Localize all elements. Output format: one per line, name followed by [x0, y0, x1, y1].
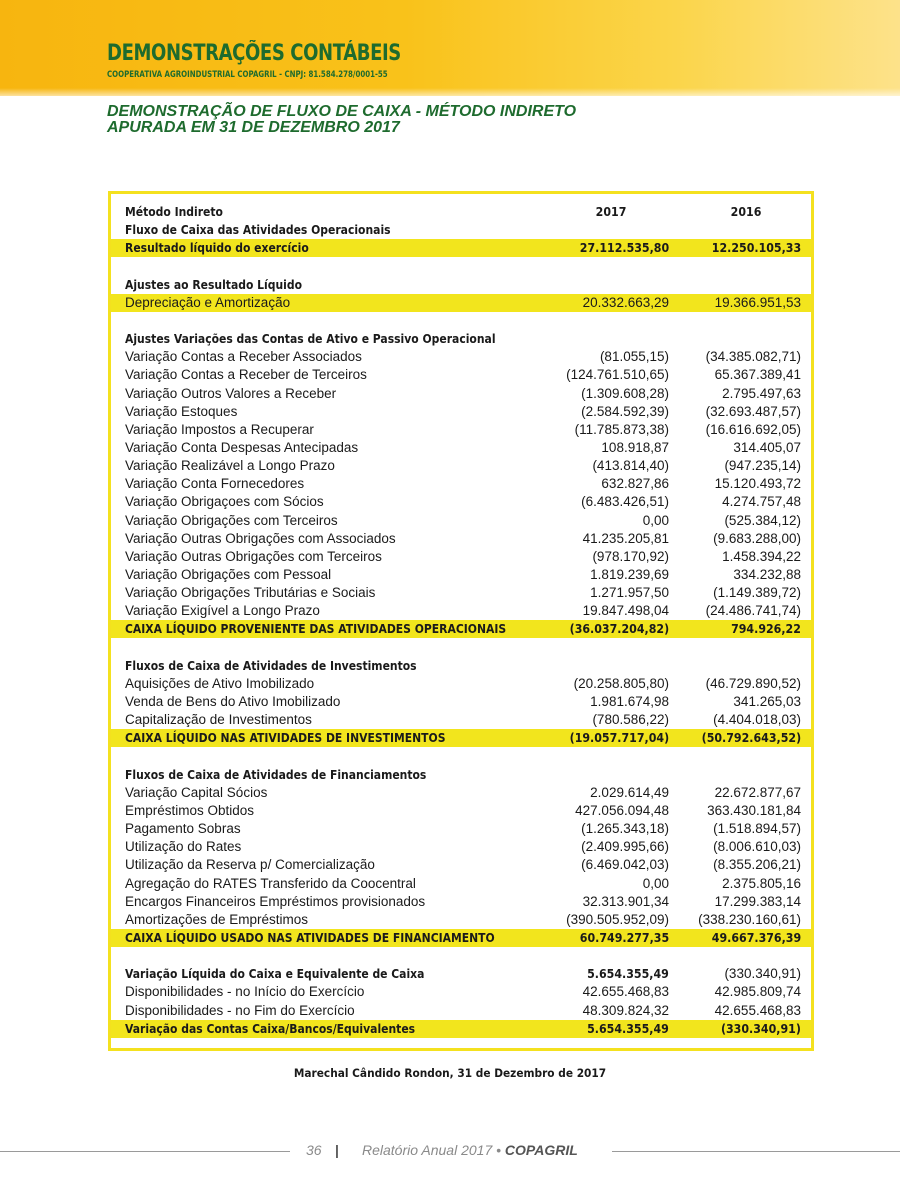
document-title-line1: DEMONSTRAÇÃO DE FLUXO DE CAIXA - MÉTODO INDIRETO [107, 103, 577, 120]
table-row [111, 711, 811, 729]
value-2016: 334.232,88 [733, 567, 801, 582]
row-label: Variação Contas a Receber de Terceiros [125, 367, 367, 383]
row-label: CAIXA LÍQUIDO PROVENIENTE DAS ATIVIDADES OPERACIONAIS [125, 622, 507, 637]
row-label: Variação Realizável a Longo Prazo [125, 458, 335, 474]
table-row [111, 366, 811, 384]
table-row [111, 1002, 811, 1020]
value-2016: (1.149.389,72) [713, 585, 801, 601]
value-2016: (8.006.610,03) [713, 839, 801, 855]
value-2017: 632.827,86 [601, 476, 669, 492]
row-label: Capitalização de Investimentos [125, 712, 312, 728]
footer-rule-left [0, 1151, 290, 1152]
table-row [111, 493, 811, 511]
value-2017: (1.309.608,28) [581, 385, 669, 401]
row-label: Variação Contas a Receber Associados [125, 349, 362, 365]
value-2016: (338.230.160,61) [698, 911, 801, 927]
table-row [111, 693, 811, 711]
value-2016: (24.486.741,74) [705, 603, 801, 619]
value-2017: (81.055,15) [599, 349, 669, 365]
row-label: Agregação do RATES Transferido da Coocentral [125, 875, 416, 891]
row-label: Variação Conta Fornecedores [125, 476, 305, 492]
row-label: Venda de Bens do Ativo Imobilizado [125, 694, 341, 710]
value-2016: (947.235,14) [724, 458, 801, 474]
value-2017: 27.112.535,80 [579, 241, 669, 256]
footer-brand: COPAGRIL [504, 1142, 578, 1158]
row-label: Variação Obrigaçoes com Sócios [125, 494, 324, 510]
value-2017: 0,00 [642, 875, 669, 891]
value-2017: 5.654.355,49 [587, 1021, 669, 1036]
table-row [111, 385, 811, 403]
table-row [111, 203, 811, 221]
value-2017: (6.469.042,03) [581, 857, 669, 873]
value-2016: (16.616.692,05) [705, 421, 801, 437]
document-title-line2: APURADA EM 31 DE DEZEMBRO 2017 [107, 119, 400, 136]
value-2017: (2.409.995,66) [581, 839, 669, 855]
value-2017: 60.749.277,35 [579, 931, 669, 945]
value-2016: 17.299.383,14 [714, 893, 801, 909]
row-label: Utilização da Reserva p/ Comercialização [125, 857, 375, 873]
value-2016: 19.366.951,53 [714, 294, 801, 310]
table-row [111, 929, 811, 947]
table-row [111, 276, 811, 294]
value-2016: 2016 [730, 205, 761, 219]
row-label: CAIXA LÍQUIDO NAS ATIVIDADES DE INVESTIMENTOS [125, 731, 446, 746]
table-row [111, 893, 811, 911]
table-row [111, 421, 811, 439]
value-2016: (330.340,91) [724, 966, 801, 982]
table-row [111, 239, 811, 257]
table-row [111, 512, 811, 530]
value-2017: (1.265.343,18) [581, 821, 669, 837]
value-2017: 32.313.901,34 [582, 893, 669, 909]
row-label: Variação Conta Despesas Antecipadas [125, 439, 359, 455]
value-2017: 1.981.674,98 [590, 694, 669, 710]
row-label: Variação Líquida do Caixa e Equivalente de Caixa [125, 967, 425, 982]
value-2016: (1.518.894,57) [713, 821, 801, 837]
value-2017: 42.655.468,83 [582, 984, 669, 1000]
row-label: Fluxo de Caixa das Atividades Operacionais [125, 223, 391, 238]
table-row [111, 439, 811, 457]
value-2016: 2.375.805,16 [722, 875, 801, 891]
value-2016: (525.384,12) [724, 512, 801, 528]
section-title: DEMONSTRAÇÕES CONTÁBEIS [107, 41, 401, 66]
table-row [111, 820, 811, 838]
value-2017: 2017 [595, 205, 626, 219]
page-number: 36 [306, 1142, 322, 1158]
row-label: Variação Obrigações com Pessoal [125, 567, 332, 582]
table-row [111, 475, 811, 493]
value-2017: 427.056.094,48 [575, 802, 669, 818]
value-2017: 0,00 [642, 512, 669, 528]
row-label: Fluxos de Caixa de Atividades de Investimentos [125, 658, 417, 673]
table-row [111, 802, 811, 820]
row-label: Variação Impostos a Recuperar [125, 421, 314, 437]
value-2016: 42.655.468,83 [714, 1002, 801, 1018]
row-label: Aquisições de Ativo Imobilizado [125, 675, 315, 691]
value-2016: 12.250.105,33 [711, 241, 801, 256]
table-spacer-row [111, 947, 811, 965]
value-2017: (390.505.952,09) [566, 911, 669, 927]
table-row [111, 675, 811, 693]
row-label: Fluxos de Caixa de Atividades de Financiamentos [125, 767, 427, 782]
footer-separator: | [335, 1142, 339, 1158]
row-label: Variação Obrigações com Terceiros [125, 512, 338, 528]
value-2017: (6.483.426,51) [581, 494, 669, 510]
row-label: Ajustes ao Resultado Líquido [125, 277, 303, 292]
row-label: Depreciação e Amortização [125, 294, 291, 310]
row-label: Disponibilidades - no Início do Exercício [125, 984, 365, 1000]
table-row [111, 457, 811, 475]
row-label: Variação Estoques [125, 403, 238, 419]
value-2017: (780.586,22) [592, 712, 669, 728]
cash-flow-table [108, 191, 814, 1051]
row-label: Variação Outros Valores a Receber [125, 385, 337, 401]
table-row [111, 530, 811, 548]
row-label: Variação Outras Obrigações com Terceiros [125, 548, 382, 564]
table-row [111, 566, 811, 584]
row-label: Método Indireto [125, 205, 223, 219]
table-row [111, 330, 811, 348]
value-2017: (124.761.510,65) [566, 367, 669, 383]
value-2017: 20.332.663,29 [582, 294, 669, 310]
table-row [111, 294, 811, 312]
row-label: Disponibilidades - no Fim do Exercício [125, 1002, 355, 1018]
table-row [111, 875, 811, 893]
page-footer [0, 1142, 900, 1162]
value-2017: 108.918,87 [601, 439, 669, 455]
row-label: Amortizações de Empréstimos [125, 911, 309, 927]
table-spacer-row [111, 312, 811, 330]
value-2016: 2.795.497,63 [722, 385, 801, 401]
value-2016: 22.672.877,67 [714, 784, 801, 800]
value-2017: (19.057.717,04) [569, 731, 669, 746]
value-2017: 48.309.824,32 [582, 1002, 669, 1018]
table-row [111, 766, 811, 784]
place-date: Marechal Cândido Rondon, 31 de Dezembro de 2017 [293, 1066, 607, 1080]
table-row [111, 221, 811, 239]
row-label: Encargos Financeiros Empréstimos provisionados [125, 893, 426, 909]
value-2017: 1.271.957,50 [590, 585, 669, 601]
table-row [111, 584, 811, 602]
value-2017: (36.037.204,82) [569, 622, 669, 637]
table-row [111, 1020, 811, 1038]
row-label: Variação Obrigações Tributárias e Sociais [125, 585, 376, 601]
value-2016: (34.385.082,71) [705, 349, 801, 365]
table-row [111, 784, 811, 802]
value-2016: (4.404.018,03) [713, 712, 801, 728]
value-2016: (9.683.288,00) [713, 530, 801, 546]
table-row [111, 657, 811, 675]
value-2017: 5.654.355,49 [587, 967, 669, 982]
value-2016: 49.667.376,39 [711, 931, 801, 945]
value-2016: 15.120.493,72 [714, 476, 801, 492]
row-label: Variação das Contas Caixa/Bancos/Equivalentes [125, 1021, 416, 1036]
row-label: Variação Capital Sócios [125, 784, 268, 800]
value-2017: (978.170,92) [592, 548, 669, 564]
table-spacer-row [111, 748, 811, 766]
value-2017: 2.029.614,49 [590, 784, 669, 800]
document-title [107, 104, 576, 136]
value-2016: 341.265,03 [733, 694, 801, 710]
row-label: Utilização do Rates [125, 839, 242, 855]
table-row [111, 729, 811, 747]
company-line: COOPERATIVA AGROINDUSTRIAL COPAGRIL - CNPJ: 81.584.278/0001-55 [107, 70, 388, 80]
row-label: CAIXA LÍQUIDO USADO NAS ATIVIDADES DE FINANCIAMENTO [125, 931, 495, 945]
table-row [111, 965, 811, 983]
value-2016: 794.926,22 [731, 622, 801, 637]
value-2016: 363.430.181,84 [707, 802, 801, 818]
table-row [111, 403, 811, 421]
table-row [111, 856, 811, 874]
value-2017: 19.847.498,04 [582, 603, 669, 619]
value-2017: (11.785.873,38) [574, 421, 669, 437]
footer-rule-right [612, 1151, 900, 1152]
value-2016: (8.355.206,21) [713, 857, 801, 873]
table-row [111, 602, 811, 620]
table-row [111, 548, 811, 566]
row-label: Variação Exigível a Longo Prazo [125, 603, 320, 619]
value-2017: (2.584.592,39) [581, 403, 669, 419]
value-2016: 4.274.757,48 [722, 494, 801, 510]
row-label: Ajustes Variações das Contas de Ativo e Passivo Operacional [125, 332, 496, 347]
row-label: Variação Outras Obrigações com Associados [125, 530, 396, 546]
footer-report-title [362, 1142, 578, 1158]
value-2017: (413.814,40) [592, 458, 669, 474]
row-label: Pagamento Sobras [125, 821, 241, 837]
value-2016: 65.367.389,41 [714, 367, 801, 383]
value-2016: (32.693.487,57) [705, 403, 801, 419]
table-row [111, 983, 811, 1001]
table-row [111, 911, 811, 929]
value-2016: (46.729.890,52) [705, 675, 801, 691]
value-2017: 1.819.239,69 [590, 567, 669, 582]
table-spacer-row [111, 639, 811, 657]
row-label: Resultado líquido do exercício [125, 241, 309, 256]
value-2016: 42.985.809,74 [714, 984, 801, 1000]
value-2017: (20.258.805,80) [573, 675, 669, 691]
value-2016: 314.405,07 [733, 439, 801, 455]
table-row [111, 838, 811, 856]
value-2016: (330.340,91) [721, 1021, 801, 1036]
footer-report-label: Relatório Anual 2017 • [362, 1142, 502, 1158]
row-label: Empréstimos Obtidos [125, 802, 255, 818]
value-2016: (50.792.643,52) [701, 731, 801, 746]
table-row [111, 620, 811, 638]
value-2017: 41.235.205,81 [582, 530, 669, 546]
table-spacer-row [111, 257, 811, 275]
table-row [111, 348, 811, 366]
value-2016: 1.458.394,22 [722, 548, 801, 564]
